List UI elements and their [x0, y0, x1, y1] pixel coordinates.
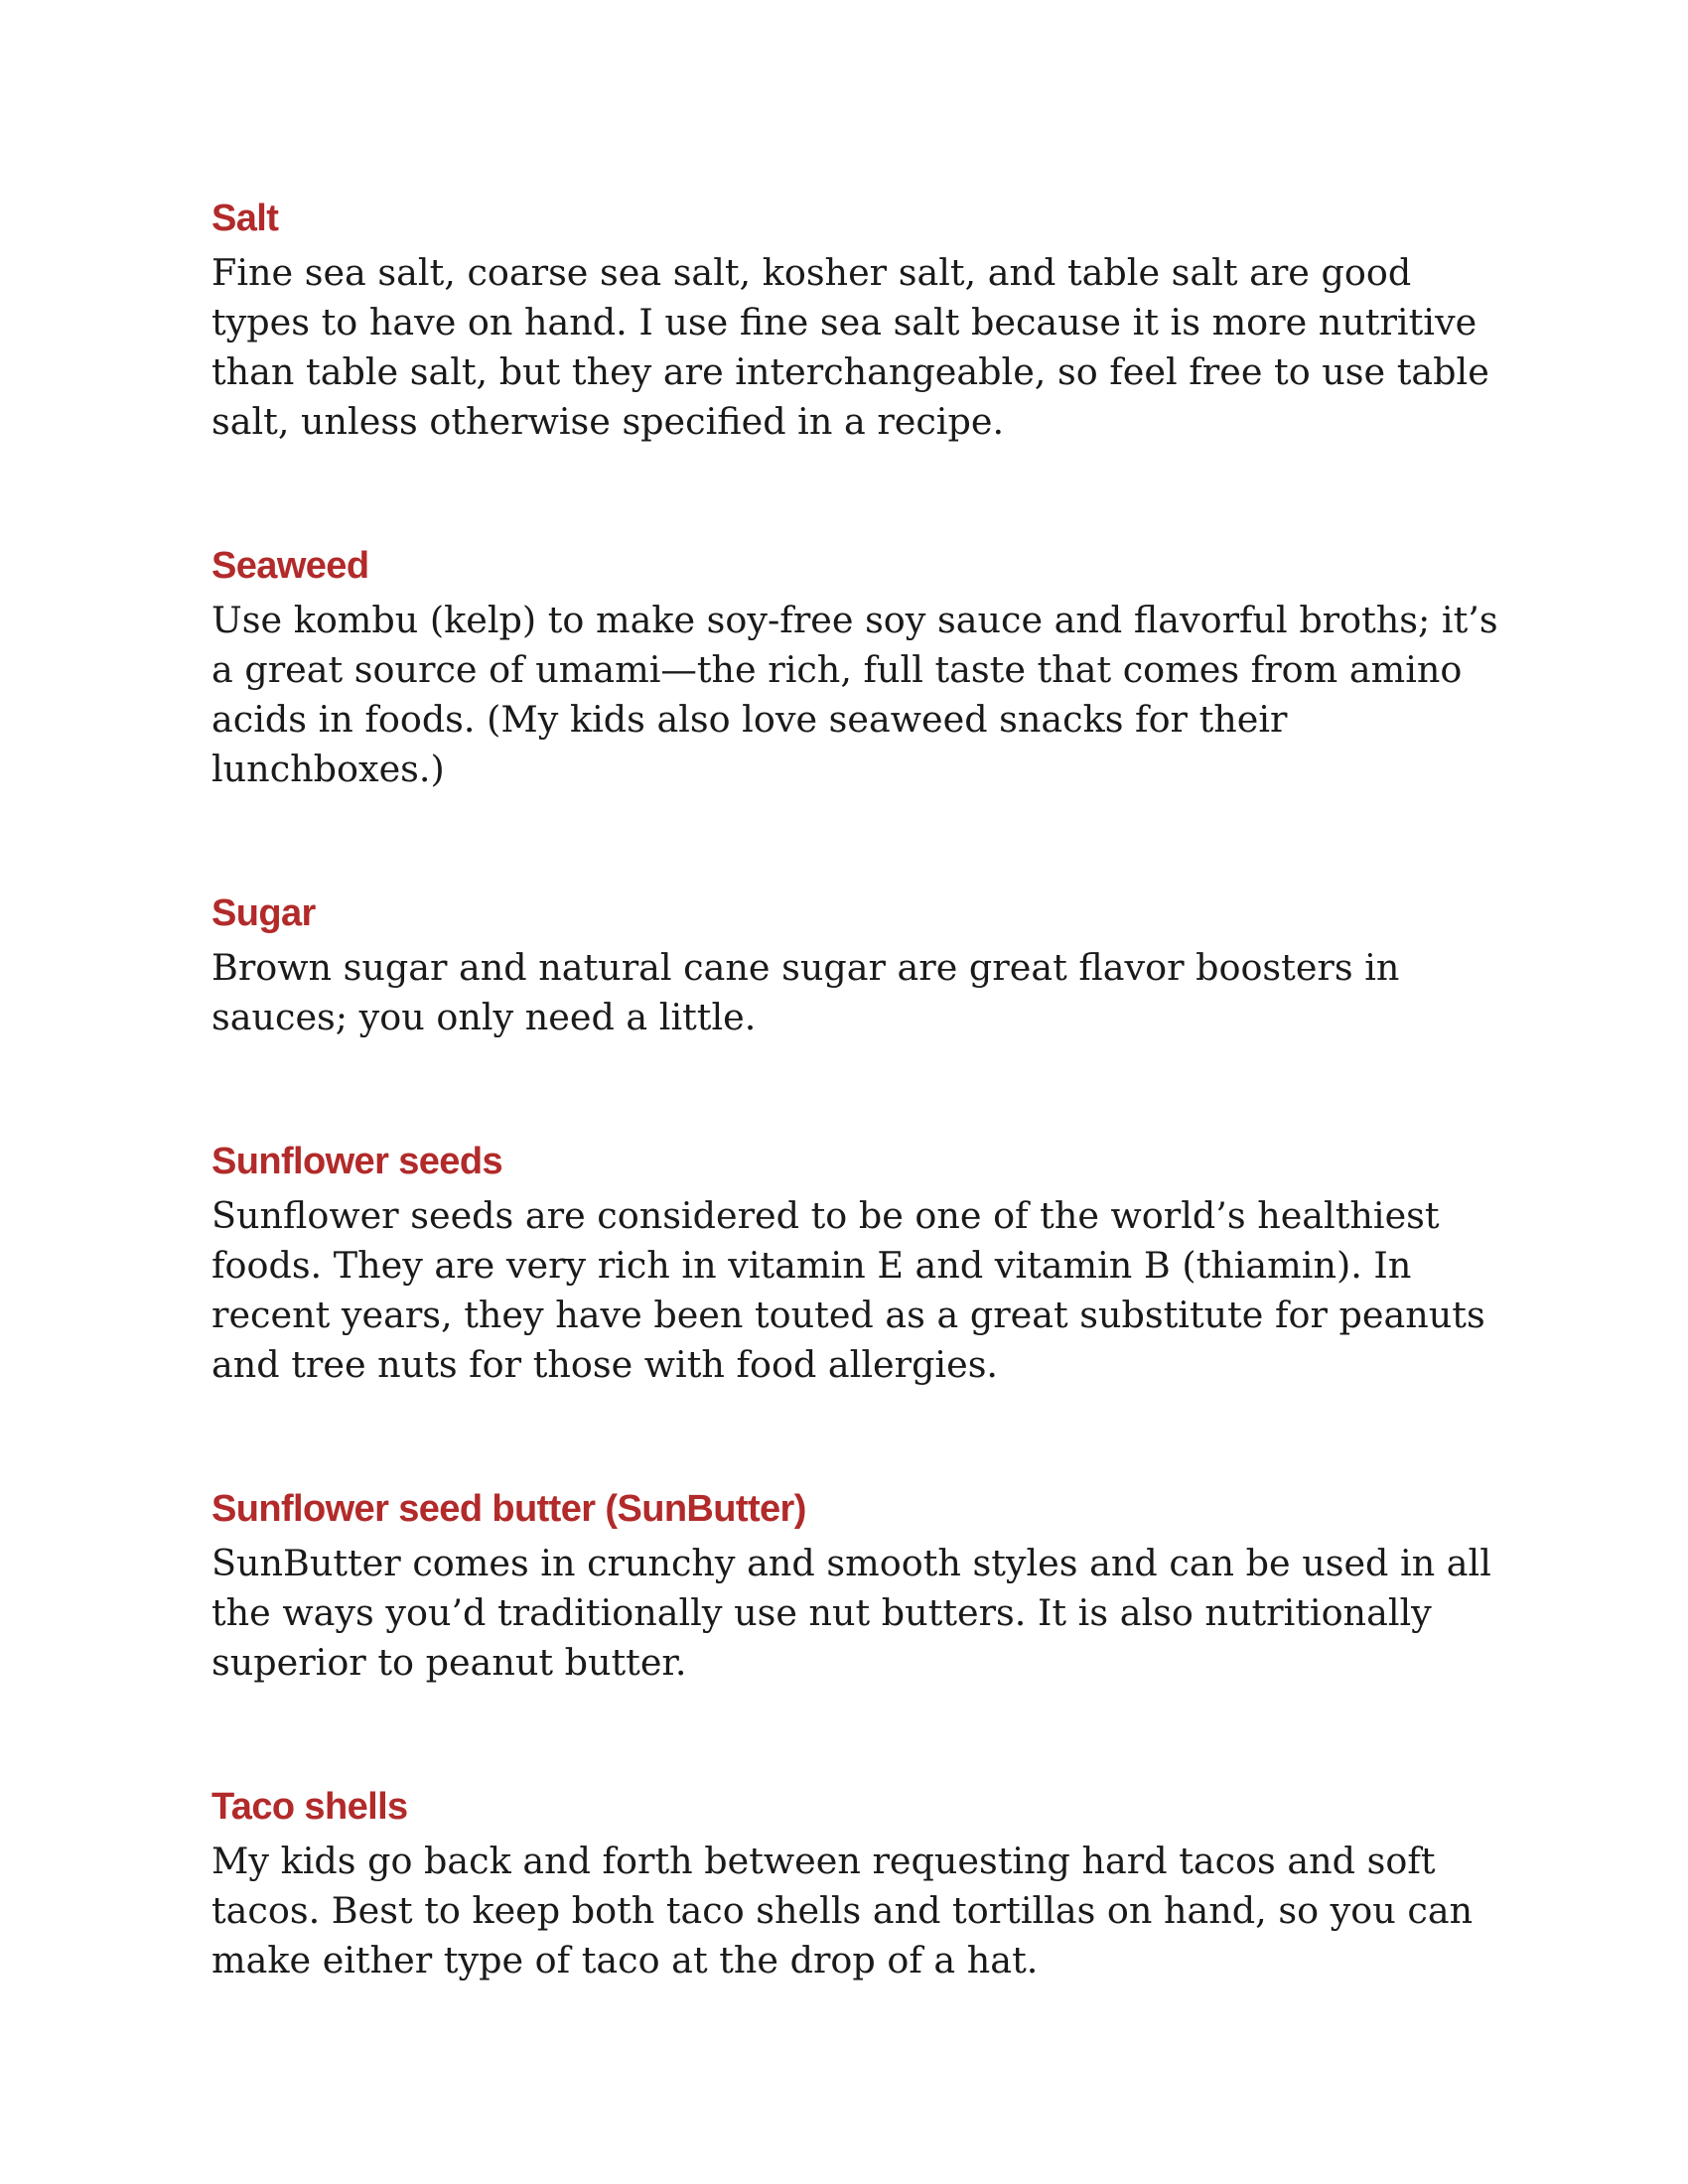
entry-seaweed — [211, 542, 1502, 794]
entry-description: Fine sea salt, coarse sea salt, kosher salt, and table salt are good types to have on hand. I use fine sea salt because it is more nutritive than table salt, but they are interchangeable, so feel free to use table salt, unless otherwise specified in a recipe. — [211, 251, 1489, 443]
entry-heading: Sunflower seeds — [211, 1141, 502, 1182]
entry-heading: Sunflower seed butter (SunButter) — [211, 1488, 806, 1530]
entry-heading: Salt — [211, 198, 279, 239]
entry-description: Brown sugar and natural cane sugar are great flavor boosters in sauces; you only need a little. — [211, 946, 1400, 1038]
entry-salt — [211, 195, 1502, 447]
entry-heading: Taco shells — [211, 1786, 408, 1828]
document-page — [211, 195, 1502, 2081]
entry-description: Use kombu (kelp) to make soy-free soy sauce and flavorful broths; it’s a great source of umami—the rich, full taste that comes from amino acids in foods. (My kids also love seaweed snacks for their lunchboxes.) — [211, 599, 1498, 790]
entry-description: SunButter comes in crunchy and smooth styles and can be used in all the ways you’d traditionally use nut butters. It is also nutritionally superior to peanut butter. — [211, 1542, 1491, 1684]
entry-taco-shells — [211, 1783, 1502, 1985]
entry-description: Sunflower seeds are considered to be one of the world’s healthiest foods. They are very rich in vitamin E and vitamin B (thiamin). In recent years, they have been touted as a great substitute for peanuts and tree nuts for those with food allergies. — [211, 1194, 1485, 1386]
entry-description: My kids go back and forth between requesting hard tacos and soft tacos. Best to keep both taco shells and tortillas on hand, so you can make either type of taco at the drop of a hat. — [211, 1840, 1474, 1981]
entry-sunflower-seeds — [211, 1138, 1502, 1390]
entry-heading: Seaweed — [211, 545, 369, 587]
entry-sugar — [211, 889, 1502, 1042]
entry-heading: Sugar — [211, 892, 316, 934]
entry-sunflower-seed-butter — [211, 1485, 1502, 1688]
